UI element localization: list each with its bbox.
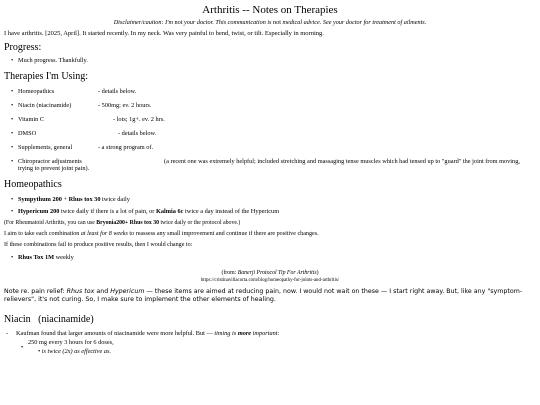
dosage-text: weekly <box>54 254 74 261</box>
list-item <box>18 254 536 261</box>
fallback-list <box>18 254 536 261</box>
page-title: Arthritis -- Notes on Therapies <box>202 4 338 16</box>
emphasis-text: timing is <box>214 330 238 337</box>
therapy-name: Chiropractor adjustments <box>18 158 82 165</box>
dosage-text: twice daily if there is a lot of pain, or <box>59 208 156 215</box>
disclaimer <box>4 19 536 26</box>
pain-relief-note <box>4 288 536 304</box>
list-item: • Much progress. Thankfully. <box>18 57 536 64</box>
list-item <box>18 102 536 109</box>
niacin-heading: Niacin (niacinamide) <box>4 314 94 325</box>
note-text: : <box>277 330 280 337</box>
remedy-name: Rhus tox 30 <box>68 196 101 203</box>
emphasis-text: important <box>251 330 278 337</box>
note-text: Kaufman found that larger amounts of niacinamide were more helpful. But — <box>16 330 215 337</box>
therapy-name: Supplements, general <box>18 144 73 151</box>
disclaimer-text-2: your doctor. This communication is <box>182 19 274 26</box>
citation-text: ) <box>316 270 319 276</box>
remedy-name: Hypericum <box>110 288 145 295</box>
therapy-detail: (a recent one was extremely helpful; included stretching and massaging tense muscles which had tensed up to "guard" the joint from moving, trying to prevent joint pain). <box>18 158 520 172</box>
progress-list <box>18 57 536 64</box>
therapy-name: DMSO <box>18 130 37 137</box>
disclaimer-text-1: Disclaimer/caution: I'm <box>113 19 175 26</box>
intro-paragraph: I have arthritis. [2025, April]. It started recently. In my neck. Was very painful to bend, twist, or tilt. Especially in morning. <box>4 30 324 37</box>
citation-text: (from: <box>221 270 238 276</box>
dosage-text: twice a day instead of the Hypericum <box>183 208 280 215</box>
therapy-detail: - details below. <box>98 88 137 95</box>
therapy-detail: - 500mg; ev. 2 hours. <box>98 102 152 109</box>
list-item <box>18 116 536 123</box>
note-text: to reassess any small improvement and continue if there are positive changes. <box>127 231 319 237</box>
remedy-name: Kalmia 6c <box>155 208 184 215</box>
remedy-name: Rhus Tox 1M <box>18 254 55 261</box>
emphasis-text: at least for 8 weeks <box>80 231 128 237</box>
therapy-name: Vitamin C <box>18 116 45 123</box>
therapy-name: Homeopathics <box>18 88 55 95</box>
emphasis-text: more <box>237 330 252 337</box>
homeopathics-list <box>18 196 536 215</box>
note-text: I aim to take each combination <box>4 231 81 237</box>
list-item <box>4 330 536 337</box>
list-item <box>18 144 536 151</box>
niacin-list <box>4 330 536 355</box>
note-text: — these items are aimed at reducing pain, now. I would not wait on these — I start right away. But, like any "symptom-relievers", it's not curing. So, I make sure to implement the other elements of healing. <box>4 288 523 303</box>
duration-note <box>4 231 536 237</box>
ra-note <box>4 220 536 226</box>
note-text: and <box>94 288 111 295</box>
therapy-detail: - lots; 1g+. ev. 2 hrs. <box>113 116 165 123</box>
list-item <box>18 88 536 95</box>
list-item <box>28 339 536 346</box>
remedy-name: Sympythum 200 <box>18 196 62 203</box>
citation <box>4 270 536 276</box>
list-item: • is twice (2x) as effective as. <box>38 348 112 355</box>
progress-heading: Progress: <box>4 42 42 53</box>
note-text: is twice (2x) as effective as. <box>41 348 112 355</box>
note-text: (For Rheumatoid Arthritis, you can use <box>4 220 97 226</box>
therapy-detail: - details below. <box>118 130 157 137</box>
remedy-name: Bryonia200+ Rhus tox 30 <box>96 220 159 226</box>
homeopathics-heading: Homeopathics <box>4 179 62 190</box>
list-item <box>18 158 536 172</box>
remedy-name: Hypericum 200 <box>18 208 60 215</box>
list-item <box>18 130 536 137</box>
citation-url[interactable]: https://cristinavillacorta.com/blog/homeopathy-for-joints-and-arthritis/ <box>200 278 340 283</box>
therapy-name: Niacin (niacinamide) <box>18 102 72 109</box>
list-item <box>18 208 536 215</box>
therapy-detail: - a strong program of. <box>98 144 154 151</box>
dosage-text: twice daily <box>100 196 130 203</box>
disclaimer-not-2: not <box>273 19 281 26</box>
citation-title: Banerji Protocol Tip For Arthritis <box>237 270 317 276</box>
remedy-name: Rhus tox <box>66 288 95 295</box>
disclaimer-not-1: not <box>174 19 183 26</box>
note-text: Note re. pain relief: <box>4 288 67 295</box>
note-text: 250 mg every 3 hours for 6 doses, <box>28 339 114 346</box>
therapies-heading: Therapies I'm Using: <box>4 71 89 82</box>
plus-text: + <box>61 196 69 203</box>
list-item <box>18 196 536 203</box>
therapies-list <box>18 88 536 172</box>
disclaimer-text-3: medical advice. See your doctor for treatment of ailments. <box>280 19 427 26</box>
note-text: twice daily or the protocol above.) <box>159 220 241 226</box>
fallback-note: If these combinations fail to produce positive results, then I would change to: <box>4 242 193 248</box>
